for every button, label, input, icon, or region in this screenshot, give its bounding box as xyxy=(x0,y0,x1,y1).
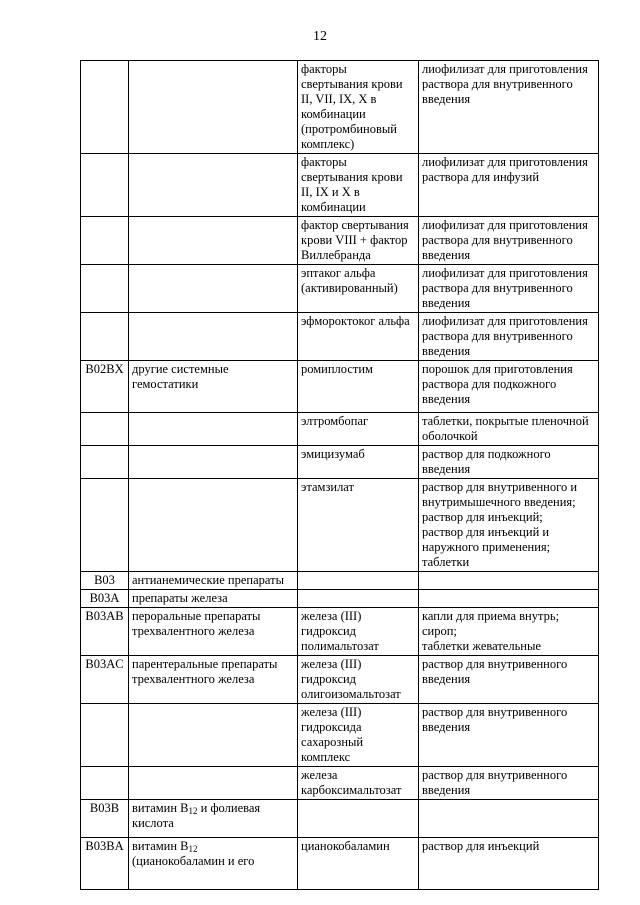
atc-code-cell xyxy=(81,479,129,572)
inn-line: крови VIII + фактор xyxy=(301,233,408,247)
inn-cell xyxy=(298,608,419,656)
inn-cell xyxy=(298,590,419,608)
form-line: введения xyxy=(422,462,471,476)
dosage-form-cell xyxy=(419,800,599,838)
group-line: антианемические препараты xyxy=(132,573,284,587)
inn-line: гидроксида xyxy=(301,720,362,734)
group-cell xyxy=(129,265,298,313)
group-cell xyxy=(129,479,298,572)
dosage-form-cell xyxy=(419,413,599,446)
inn-line: II, VII, IX, X в xyxy=(301,92,377,106)
form-line: порошок для приготовления xyxy=(422,362,573,376)
group-line: (цианокобаламин и его xyxy=(132,854,255,868)
group-line: кислота xyxy=(132,816,174,830)
form-line: лиофилизат для приготовления xyxy=(422,266,588,280)
inn-line: комбинации xyxy=(301,200,366,214)
group-cell xyxy=(129,656,298,704)
inn-line: карбоксимальтозат xyxy=(301,783,402,797)
atc-drug-table xyxy=(80,60,599,890)
inn-cell xyxy=(298,656,419,704)
group-cell xyxy=(129,154,298,217)
atc-code-cell xyxy=(81,265,129,313)
inn-line: цианокобаламин xyxy=(301,839,390,853)
atc-code-cell: B03A xyxy=(81,590,129,608)
inn-cell xyxy=(298,704,419,767)
form-line: введения xyxy=(422,720,471,734)
inn-line: гидроксид xyxy=(301,624,357,638)
form-line: раствора для инфузий xyxy=(422,170,540,184)
dosage-form-cell xyxy=(419,217,599,265)
form-line: раствора для внутривенного xyxy=(422,233,573,247)
table-row xyxy=(81,656,599,704)
inn-line: комплекс xyxy=(301,750,351,764)
vitamin-subscript: 12 xyxy=(188,844,198,854)
form-line: раствор для внутривенного и xyxy=(422,480,578,494)
form-line: лиофилизат для приготовления xyxy=(422,62,588,76)
table-row xyxy=(81,313,599,361)
inn-line: факторы xyxy=(301,155,347,169)
table-row xyxy=(81,838,599,890)
table-row xyxy=(81,154,599,217)
atc-code-cell xyxy=(81,313,129,361)
group-cell xyxy=(129,61,298,154)
atc-code-cell: B03BA xyxy=(81,838,129,890)
form-line: введения xyxy=(422,248,471,262)
group-cell xyxy=(129,413,298,446)
inn-cell xyxy=(298,413,419,446)
inn-line: Виллебранда xyxy=(301,248,371,262)
inn-line: комплекс) xyxy=(301,137,355,151)
group-line: трехвалентного железа xyxy=(132,672,255,686)
form-line: раствор для внутривенного xyxy=(422,705,568,719)
inn-line: II, IX и X в xyxy=(301,185,360,199)
inn-line: комбинации xyxy=(301,107,366,121)
inn-line: (протромбиновый xyxy=(301,122,397,136)
form-line: таблетки жевательные xyxy=(422,639,541,653)
inn-line: ромиплостим xyxy=(301,362,373,376)
inn-cell xyxy=(298,217,419,265)
inn-line: свертывания крови xyxy=(301,170,403,184)
group-cell xyxy=(129,608,298,656)
table-row xyxy=(81,572,599,590)
vitamin-subscript: 12 xyxy=(188,806,198,816)
inn-line: факторы xyxy=(301,62,347,76)
form-line: раствор для инъекций; xyxy=(422,510,543,524)
inn-line: гидроксид xyxy=(301,672,357,686)
atc-code-cell xyxy=(81,61,129,154)
group-line: пероральные препараты xyxy=(132,609,261,623)
table-row xyxy=(81,413,599,446)
table-row xyxy=(81,446,599,479)
group-line: гемостатики xyxy=(132,377,199,391)
dosage-form-cell xyxy=(419,767,599,800)
form-line: наружного применения; xyxy=(422,540,551,554)
atc-code-cell: B03AC xyxy=(81,656,129,704)
dosage-form-cell xyxy=(419,838,599,890)
inn-line: сахарозный xyxy=(301,735,364,749)
dosage-form-cell xyxy=(419,361,599,413)
group-cell xyxy=(129,217,298,265)
group-line: препараты железа xyxy=(132,591,228,605)
inn-cell xyxy=(298,838,419,890)
form-line: внутримышечного введения; xyxy=(422,495,576,509)
form-line: оболочкой xyxy=(422,429,478,443)
form-line: введения xyxy=(422,344,471,358)
form-line: введения xyxy=(422,392,471,406)
dosage-form-cell xyxy=(419,265,599,313)
form-line: раствора для внутривенного xyxy=(422,77,573,91)
group-cell xyxy=(129,800,298,838)
table-row xyxy=(81,217,599,265)
form-line: раствора для внутривенного xyxy=(422,281,573,295)
vitamin-label: витамин B xyxy=(132,839,189,853)
dosage-form-cell xyxy=(419,572,599,590)
inn-cell xyxy=(298,479,419,572)
form-line: введения xyxy=(422,672,471,686)
inn-line: фактор свертывания xyxy=(301,218,409,232)
atc-code-cell: B03 xyxy=(81,572,129,590)
table-row xyxy=(81,265,599,313)
form-line: раствор для инъекций и xyxy=(422,525,550,539)
table-row xyxy=(81,608,599,656)
inn-line: (активированный) xyxy=(301,281,398,295)
group-cell xyxy=(129,446,298,479)
inn-cell xyxy=(298,361,419,413)
inn-line: свертывания крови xyxy=(301,77,403,91)
form-line: сироп; xyxy=(422,624,457,638)
form-line: раствор для внутривенного xyxy=(422,768,568,782)
atc-code-cell: B02BX xyxy=(81,361,129,413)
form-line: таблетки, покрытые пленочной xyxy=(422,414,589,428)
inn-cell xyxy=(298,800,419,838)
dosage-form-cell xyxy=(419,154,599,217)
group-line xyxy=(132,801,294,816)
form-line: введения xyxy=(422,296,471,310)
inn-cell xyxy=(298,313,419,361)
inn-cell xyxy=(298,446,419,479)
group-cell xyxy=(129,838,298,890)
atc-code-cell xyxy=(81,704,129,767)
inn-cell xyxy=(298,572,419,590)
table-row xyxy=(81,361,599,413)
dosage-form-cell xyxy=(419,704,599,767)
group-line: другие системные xyxy=(132,362,229,376)
atc-code-cell: B03B xyxy=(81,800,129,838)
group-line: парентеральные препараты xyxy=(132,657,278,671)
vitamin-suffix: и фолиевая xyxy=(197,801,261,815)
inn-cell xyxy=(298,61,419,154)
table-row xyxy=(81,800,599,838)
group-line xyxy=(132,839,294,854)
atc-code-cell xyxy=(81,446,129,479)
page-number: 12 xyxy=(313,29,327,44)
atc-code-cell xyxy=(81,217,129,265)
vitamin-label: витамин B xyxy=(132,801,189,815)
inn-line: полимальтозат xyxy=(301,639,379,653)
table-row xyxy=(81,704,599,767)
group-cell xyxy=(129,572,298,590)
dosage-form-cell xyxy=(419,61,599,154)
table-row xyxy=(81,590,599,608)
group-line: трехвалентного железа xyxy=(132,624,255,638)
table-row xyxy=(81,479,599,572)
form-line: капли для приема внутрь; xyxy=(422,609,560,623)
atc-code-cell xyxy=(81,154,129,217)
form-line: раствор для подкожного xyxy=(422,447,551,461)
form-line: раствор для инъекций xyxy=(422,839,540,853)
form-line: таблетки xyxy=(422,555,470,569)
form-line: лиофилизат для приготовления xyxy=(422,314,588,328)
inn-line: железа (III) xyxy=(301,609,362,623)
dosage-form-cell xyxy=(419,446,599,479)
inn-line: олигоизомальтозат xyxy=(301,687,401,701)
table-row xyxy=(81,61,599,154)
atc-code-cell xyxy=(81,767,129,800)
form-line: раствор для внутривенного xyxy=(422,657,568,671)
inn-line: железа (III) xyxy=(301,657,362,671)
group-cell xyxy=(129,313,298,361)
inn-line: эмицизумаб xyxy=(301,447,365,461)
form-line: лиофилизат для приготовления xyxy=(422,218,588,232)
dosage-form-cell xyxy=(419,313,599,361)
inn-line: этамзилат xyxy=(301,480,354,494)
inn-cell xyxy=(298,154,419,217)
inn-cell xyxy=(298,767,419,800)
form-line: лиофилизат для приготовления xyxy=(422,155,588,169)
group-cell xyxy=(129,704,298,767)
atc-code-cell: B03AB xyxy=(81,608,129,656)
dosage-form-cell xyxy=(419,479,599,572)
inn-line: эптаког альфа xyxy=(301,266,376,280)
inn-line: элтромбопаг xyxy=(301,414,369,428)
group-cell xyxy=(129,590,298,608)
atc-code-cell xyxy=(81,413,129,446)
dosage-form-cell xyxy=(419,608,599,656)
table-row xyxy=(81,767,599,800)
form-line: введения xyxy=(422,92,471,106)
inn-line: железа xyxy=(301,768,338,782)
group-cell xyxy=(129,361,298,413)
form-line: раствора для подкожного xyxy=(422,377,557,391)
dosage-form-cell xyxy=(419,590,599,608)
form-line: раствора для внутривенного xyxy=(422,329,573,343)
form-line: введения xyxy=(422,783,471,797)
inn-cell xyxy=(298,265,419,313)
inn-line: железа (III) xyxy=(301,705,362,719)
group-cell xyxy=(129,767,298,800)
dosage-form-cell xyxy=(419,656,599,704)
inn-line: эфмороктоког альфа xyxy=(301,314,410,328)
